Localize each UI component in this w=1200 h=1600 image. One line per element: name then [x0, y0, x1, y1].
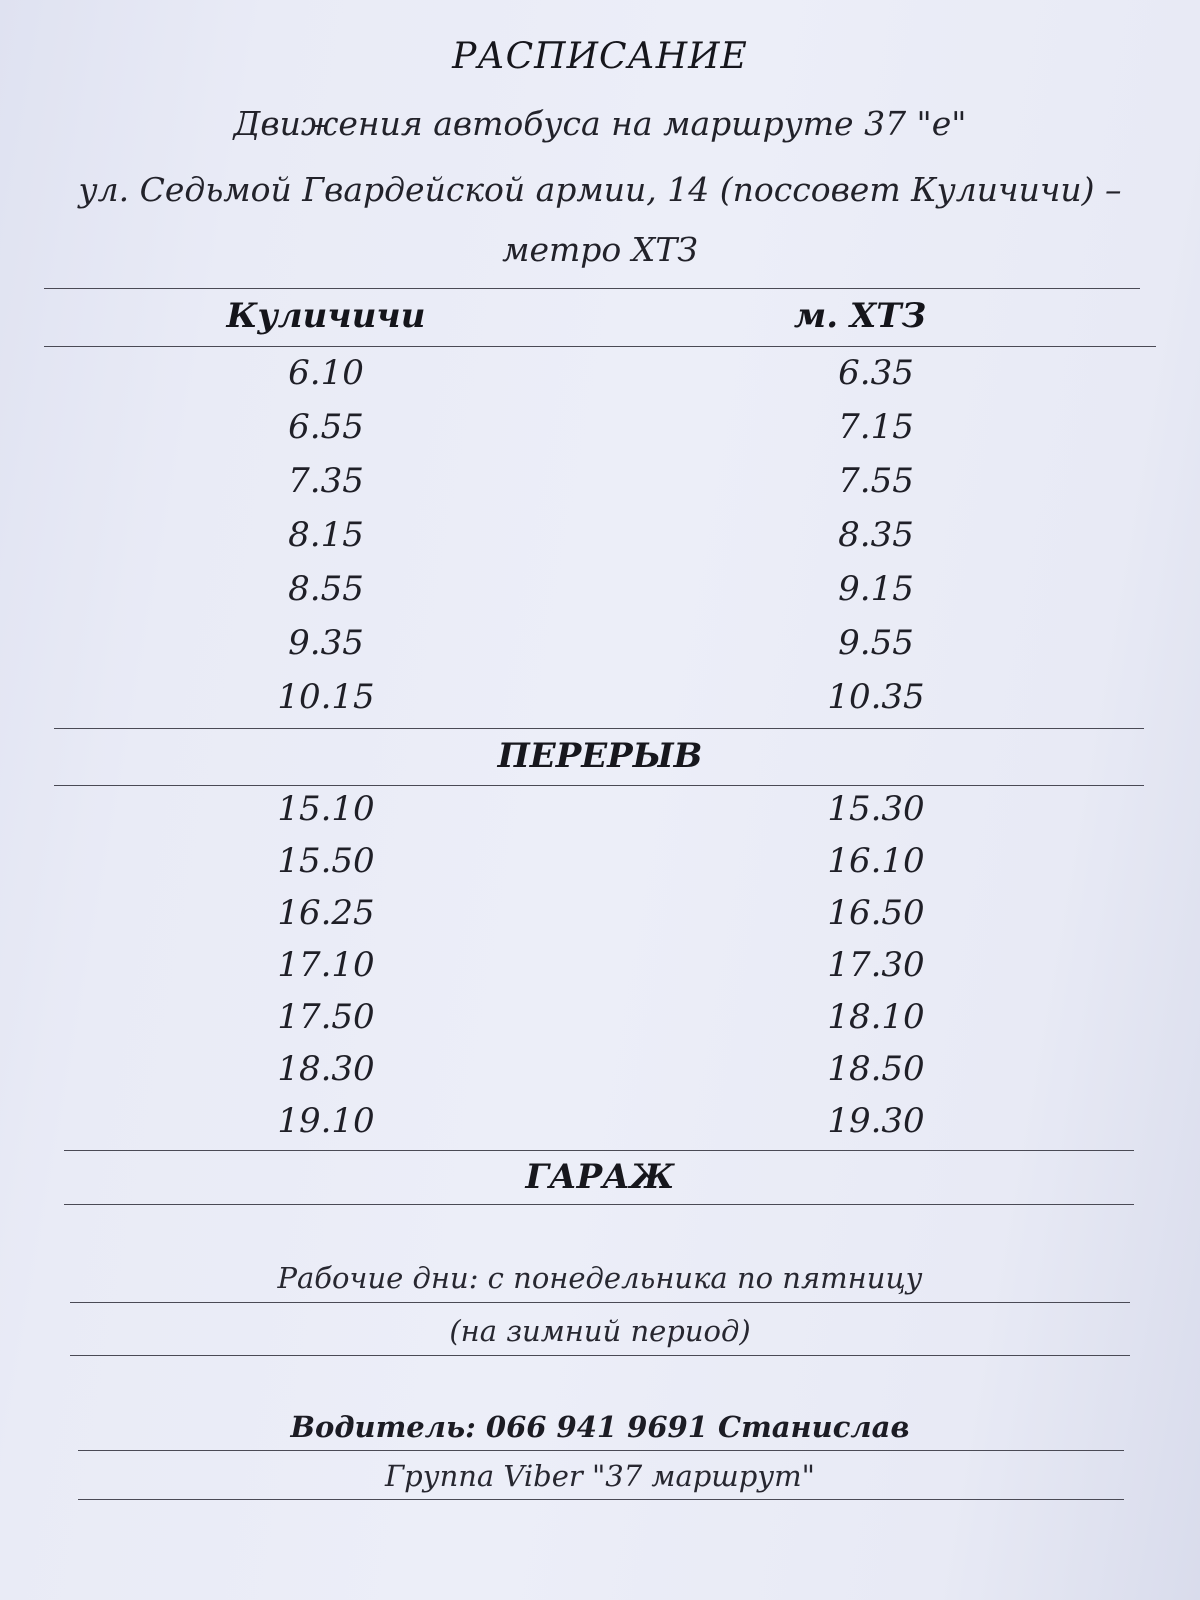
departure-time-right: 8.35 [838, 515, 914, 555]
departure-time-left: 7.35 [288, 461, 364, 501]
departure-time-left: 6.55 [288, 407, 364, 447]
divider [70, 1302, 1130, 1303]
departure-time-right: 16.50 [827, 893, 925, 933]
column-header-left: Куличичи [226, 296, 426, 336]
departure-time-left: 17.50 [277, 997, 375, 1037]
divider [54, 785, 1144, 786]
divider [70, 1355, 1130, 1356]
departure-time-left: 17.10 [277, 945, 375, 985]
divider [78, 1499, 1124, 1500]
departure-time-right: 7.15 [838, 407, 914, 447]
departure-time-left: 8.15 [288, 515, 364, 555]
season-note: (на зимний период) [449, 1314, 751, 1348]
route-destination: метро ХТЗ [502, 230, 698, 269]
departure-time-right: 19.30 [827, 1101, 925, 1141]
departure-time-right: 15.30 [827, 789, 925, 829]
departure-time-left: 15.10 [277, 789, 375, 829]
break-label: ПЕРЕРЫВ [497, 736, 703, 776]
departure-time-right: 18.50 [827, 1049, 925, 1089]
route-from-to: ул. Седьмой Гвардейской армии, 14 (поссовет Куличичи) – [78, 170, 1122, 209]
garage-label: ГАРАЖ [525, 1157, 675, 1197]
departure-time-right: 10.35 [827, 677, 925, 717]
schedule-title: РАСПИСАНИЕ [452, 36, 748, 77]
departure-time-left: 6.10 [288, 353, 364, 393]
divider [54, 728, 1144, 729]
divider [64, 1204, 1134, 1205]
departure-time-left: 18.30 [277, 1049, 375, 1089]
departure-time-right: 7.55 [838, 461, 914, 501]
departure-time-left: 9.35 [288, 623, 364, 663]
column-header-right: м. ХТЗ [793, 296, 927, 336]
divider [44, 346, 1156, 347]
divider [64, 1150, 1134, 1151]
departure-time-right: 9.15 [838, 569, 914, 609]
departure-time-right: 6.35 [838, 353, 914, 393]
route-description: Движения автобуса на маршруте 37 "е" [233, 104, 967, 143]
departure-time-left: 10.15 [277, 677, 375, 717]
departure-time-left: 19.10 [277, 1101, 375, 1141]
departure-time-right: 16.10 [827, 841, 925, 881]
driver-contact: Водитель: 066 941 9691 Станислав [290, 1410, 910, 1444]
departure-time-left: 15.50 [277, 841, 375, 881]
departure-time-left: 16.25 [277, 893, 375, 933]
departure-time-right: 18.10 [827, 997, 925, 1037]
departure-time-right: 17.30 [827, 945, 925, 985]
departure-time-left: 8.55 [288, 569, 364, 609]
working-days-note: Рабочие дни: с понедельника по пятницу [277, 1261, 923, 1295]
departure-time-right: 9.55 [838, 623, 914, 663]
divider [44, 288, 1140, 289]
viber-group: Группа Viber "37 маршрут" [384, 1459, 815, 1493]
divider [78, 1450, 1124, 1451]
